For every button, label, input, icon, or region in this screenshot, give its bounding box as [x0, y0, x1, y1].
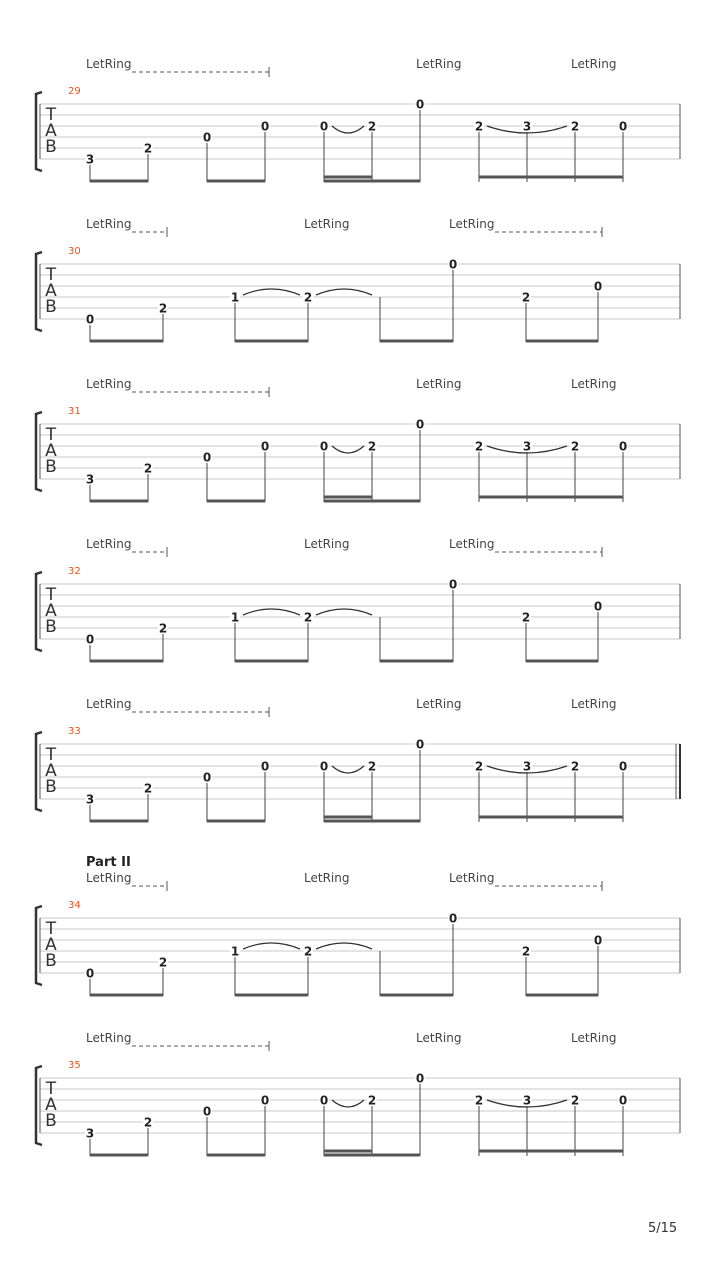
beam-secondary — [324, 176, 372, 179]
fret-number: 0 — [618, 1093, 628, 1108]
beam — [90, 820, 148, 823]
beam — [324, 180, 420, 183]
fret-number: 0 — [202, 770, 212, 785]
let-ring-label: LetRing — [449, 537, 495, 551]
beam-secondary — [479, 1150, 623, 1153]
fret-number: 2 — [143, 1115, 153, 1130]
fret-number: 2 — [158, 955, 168, 970]
beam — [380, 660, 453, 663]
let-ring-label: LetRing — [86, 377, 132, 391]
let-ring-label: LetRing — [86, 871, 132, 885]
fret-number: 1 — [230, 610, 240, 625]
fret-number: 0 — [593, 599, 603, 614]
fret-number: 2 — [521, 290, 531, 305]
let-ring-label: LetRing — [416, 57, 462, 71]
fret-number: 2 — [143, 461, 153, 476]
tab-clef-letter: T — [45, 745, 57, 765]
let-ring-label: LetRing — [86, 697, 132, 711]
beam — [235, 660, 308, 663]
let-ring-label: LetRing — [304, 871, 350, 885]
fret-number: 2 — [158, 621, 168, 636]
tie-arc — [332, 1100, 364, 1107]
fret-number: 2 — [367, 759, 377, 774]
fret-number: 2 — [570, 759, 580, 774]
fret-number: 0 — [319, 1093, 329, 1108]
fret-number: 0 — [260, 119, 270, 134]
tab-clef-letter: A — [45, 1095, 57, 1115]
beam — [90, 500, 148, 503]
tie-arc — [332, 446, 364, 453]
let-ring-label: LetRing — [571, 697, 617, 711]
fret-number: 0 — [260, 1093, 270, 1108]
fret-number: 3 — [522, 439, 532, 454]
beam-secondary — [324, 496, 372, 499]
tab-clef-letter: A — [45, 281, 57, 301]
fret-number: 0 — [202, 1104, 212, 1119]
beam — [207, 820, 265, 823]
beam — [90, 1154, 148, 1157]
fret-number: 2 — [570, 439, 580, 454]
fret-number: 0 — [618, 439, 628, 454]
fret-number: 0 — [85, 632, 95, 647]
fret-number: 3 — [85, 792, 95, 807]
measure-number: 30 — [68, 246, 81, 257]
fret-number: 0 — [202, 130, 212, 145]
let-ring-label: LetRing — [304, 537, 350, 551]
let-ring-label: LetRing — [86, 537, 132, 551]
tie-arc — [332, 126, 364, 133]
fret-number: 2 — [474, 439, 484, 454]
fret-number: 2 — [367, 119, 377, 134]
let-ring-label: LetRing — [571, 1031, 617, 1045]
beam — [207, 1154, 265, 1157]
section-label: Part II — [86, 855, 131, 870]
let-ring-label: LetRing — [449, 871, 495, 885]
fret-number: 2 — [474, 759, 484, 774]
let-ring-label: LetRing — [571, 377, 617, 391]
beam — [380, 994, 453, 997]
fret-number: 3 — [85, 1126, 95, 1141]
fret-number: 2 — [521, 610, 531, 625]
fret-number: 0 — [448, 577, 458, 592]
beam — [324, 820, 420, 823]
tab-clef-letter: T — [45, 265, 57, 285]
tie-arc — [316, 289, 372, 295]
fret-number: 0 — [260, 439, 270, 454]
tie-arc — [316, 943, 372, 949]
tab-clef-letter: B — [45, 1111, 57, 1131]
tab-clef-letter: T — [45, 425, 57, 445]
measure-number: 32 — [68, 566, 81, 577]
fret-number: 3 — [85, 152, 95, 167]
fret-number: 2 — [303, 610, 313, 625]
tie-arc — [243, 943, 300, 949]
fret-number: 1 — [230, 944, 240, 959]
let-ring-label: LetRing — [304, 217, 350, 231]
fret-number: 2 — [303, 290, 313, 305]
beam-secondary — [324, 1150, 372, 1153]
tab-clef-letter: T — [45, 919, 57, 939]
fret-number: 0 — [260, 759, 270, 774]
measure-number: 34 — [68, 900, 81, 911]
fret-number: 3 — [85, 472, 95, 487]
let-ring-label: LetRing — [571, 57, 617, 71]
fret-number: 0 — [618, 759, 628, 774]
let-ring-label: LetRing — [86, 57, 132, 71]
beam — [90, 660, 163, 663]
tab-clef-letter: B — [45, 457, 57, 477]
measure-number: 29 — [68, 86, 81, 97]
let-ring-label: LetRing — [86, 1031, 132, 1045]
fret-number: 0 — [593, 279, 603, 294]
tab-clef-letter: T — [45, 585, 57, 605]
let-ring-label: LetRing — [416, 697, 462, 711]
beam — [526, 994, 598, 997]
beam-secondary — [479, 816, 623, 819]
fret-number: 0 — [593, 933, 603, 948]
beam — [90, 180, 148, 183]
page-number: 5/15 — [648, 1221, 678, 1236]
tab-clef-letter: A — [45, 601, 57, 621]
measure-number: 31 — [68, 406, 81, 417]
tab-clef-letter: B — [45, 951, 57, 971]
tab-clef-letter: B — [45, 137, 57, 157]
tab-clef-letter: A — [45, 935, 57, 955]
beam — [526, 660, 598, 663]
tie-arc — [243, 289, 300, 295]
beam — [90, 994, 163, 997]
let-ring-label: LetRing — [416, 1031, 462, 1045]
fret-number: 0 — [415, 1071, 425, 1086]
tab-clef-letter: B — [45, 617, 57, 637]
fret-number: 1 — [230, 290, 240, 305]
fret-number: 0 — [618, 119, 628, 134]
let-ring-label: LetRing — [416, 377, 462, 391]
tab-clef-letter: T — [45, 1079, 57, 1099]
let-ring-label: LetRing — [449, 217, 495, 231]
fret-number: 0 — [85, 312, 95, 327]
fret-number: 0 — [415, 417, 425, 432]
fret-number: 2 — [367, 1093, 377, 1108]
tab-clef-letter: A — [45, 121, 57, 141]
tie-arc — [316, 609, 372, 615]
fret-number: 2 — [474, 1093, 484, 1108]
fret-number: 0 — [202, 450, 212, 465]
fret-number: 3 — [522, 119, 532, 134]
beam — [207, 180, 265, 183]
tie-arc — [243, 609, 300, 615]
fret-number: 0 — [448, 911, 458, 926]
fret-number: 3 — [522, 1093, 532, 1108]
beam — [526, 340, 598, 343]
tab-clef-letter: B — [45, 777, 57, 797]
fret-number: 2 — [521, 944, 531, 959]
fret-number: 2 — [367, 439, 377, 454]
fret-number: 2 — [570, 119, 580, 134]
fret-number: 0 — [448, 257, 458, 272]
fret-number: 0 — [85, 966, 95, 981]
fret-number: 2 — [158, 301, 168, 316]
fret-number: 0 — [319, 439, 329, 454]
fret-number: 3 — [522, 759, 532, 774]
tab-clef-letter: T — [45, 105, 57, 125]
tab-clef-letter: A — [45, 761, 57, 781]
beam — [324, 1154, 420, 1157]
beam — [324, 500, 420, 503]
fret-number: 0 — [319, 759, 329, 774]
fret-number: 0 — [415, 737, 425, 752]
fret-number: 2 — [303, 944, 313, 959]
fret-number: 0 — [319, 119, 329, 134]
fret-number: 2 — [143, 141, 153, 156]
beam — [90, 340, 163, 343]
measure-number: 33 — [68, 726, 81, 737]
beam — [207, 500, 265, 503]
beam-secondary — [479, 496, 623, 499]
beam-secondary — [479, 176, 623, 179]
tie-arc — [332, 766, 364, 773]
beam-secondary — [324, 816, 372, 819]
tab-clef-letter: B — [45, 297, 57, 317]
beam — [380, 340, 453, 343]
fret-number: 2 — [474, 119, 484, 134]
beam — [235, 994, 308, 997]
fret-number: 2 — [143, 781, 153, 796]
beam — [235, 340, 308, 343]
fret-number: 0 — [415, 97, 425, 112]
let-ring-label: LetRing — [86, 217, 132, 231]
fret-number: 2 — [570, 1093, 580, 1108]
tab-clef-letter: A — [45, 441, 57, 461]
measure-number: 35 — [68, 1060, 81, 1071]
